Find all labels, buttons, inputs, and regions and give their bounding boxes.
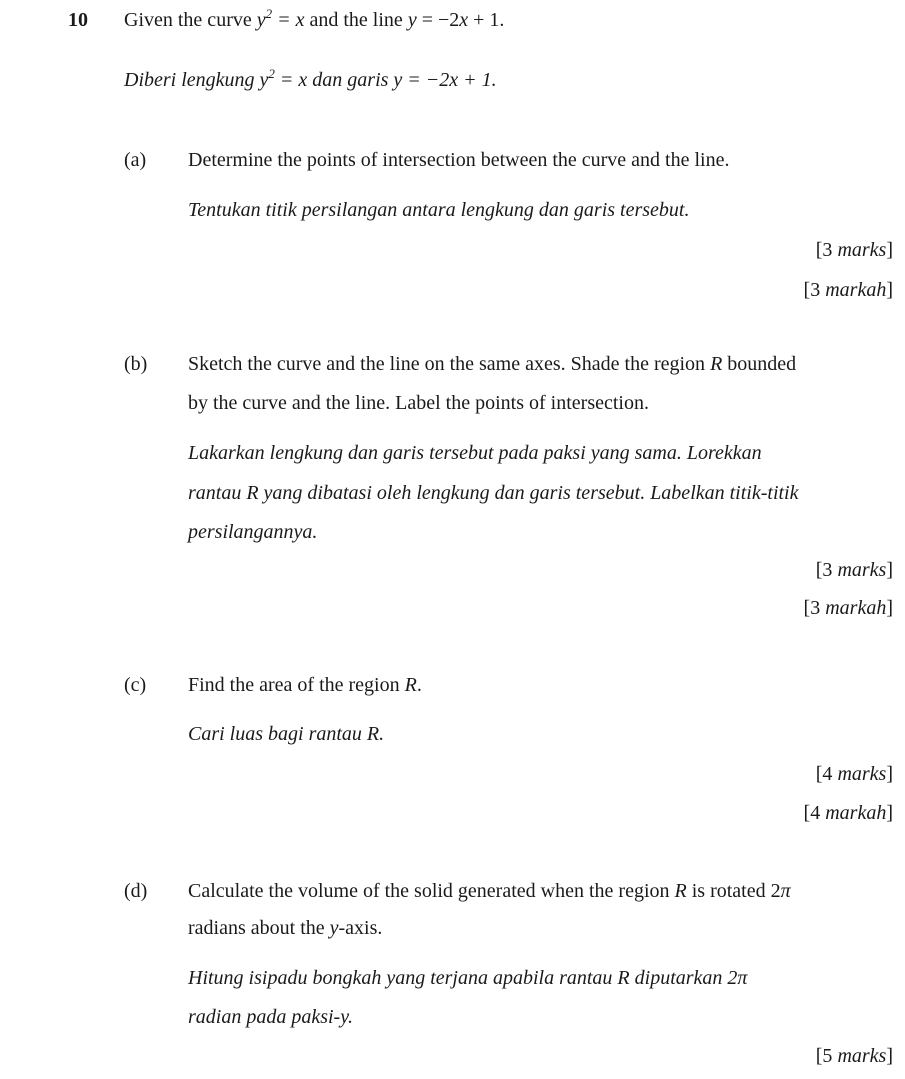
line-equation-ms: y = −2x + 1. bbox=[393, 69, 497, 91]
part-a-text-en: Determine the points of intersection between the curve and the line. bbox=[188, 149, 730, 171]
part-b-marks-en: [3 marks] bbox=[815, 559, 893, 581]
part-d-marks-en: [5 marks] bbox=[815, 1045, 893, 1067]
question-intro-ms bbox=[124, 68, 497, 92]
intro-ms-pre: Diberi lengkung bbox=[124, 69, 255, 91]
part-a-marks-ms: [3 markah] bbox=[803, 279, 893, 301]
part-b-text-ms-line3: persilangannya. bbox=[188, 521, 318, 543]
part-c-marks-ms: [4 markah] bbox=[803, 802, 893, 824]
part-c-marks-en: [4 marks] bbox=[815, 763, 893, 785]
question-intro-en bbox=[124, 8, 504, 32]
part-b-text-en-line1: Sketch the curve and the line on the same axes. Shade the region R bounded bbox=[188, 353, 797, 375]
part-d-label: (d) bbox=[124, 880, 148, 902]
part-a-label: (a) bbox=[124, 149, 147, 171]
part-d-text-en-line2: radians about the y-axis. bbox=[188, 917, 383, 939]
curve-equation-ms: $y^2 = x$ bbox=[259, 66, 308, 91]
intro-en-pre: Given the curve bbox=[124, 9, 252, 31]
part-b-label: (b) bbox=[124, 353, 148, 375]
intro-en-mid: and the line bbox=[309, 9, 403, 31]
part-c-text-ms: Cari luas bagi rantau R. bbox=[188, 723, 385, 745]
line-equation-en: y = −2x + 1. bbox=[407, 9, 505, 31]
part-c-text-en: Find the area of the region R. bbox=[188, 674, 422, 696]
part-b-text-ms-line1: Lakarkan lengkung dan garis tersebut pada paksi yang sama. Lorekkan bbox=[188, 442, 762, 464]
part-d-text-ms-line2: radian pada paksi-y. bbox=[188, 1006, 353, 1028]
part-b-text-ms-line2: rantau R yang dibatasi oleh lengkung dan garis tersebut. Labelkan titik-titik bbox=[188, 482, 799, 504]
curve-equation-en: $y^2 = x$ bbox=[256, 6, 305, 31]
question-number: 10 bbox=[68, 9, 88, 31]
part-d-text-en-line1: Calculate the volume of the solid generated when the region R is rotated 2π bbox=[188, 880, 791, 902]
intro-ms-mid: dan garis bbox=[312, 69, 389, 91]
part-d-text-ms-line1: Hitung isipadu bongkah yang terjana apabila rantau R diputarkan 2π bbox=[188, 967, 748, 989]
part-a-marks-en: [3 marks] bbox=[815, 239, 893, 261]
part-c-label: (c) bbox=[124, 674, 147, 696]
part-a-text-ms: Tentukan titik persilangan antara lengkung dan garis tersebut. bbox=[188, 199, 690, 221]
part-b-text-en-line2: by the curve and the line. Label the points of intersection. bbox=[188, 392, 649, 414]
part-b-marks-ms: [3 markah] bbox=[803, 597, 893, 619]
